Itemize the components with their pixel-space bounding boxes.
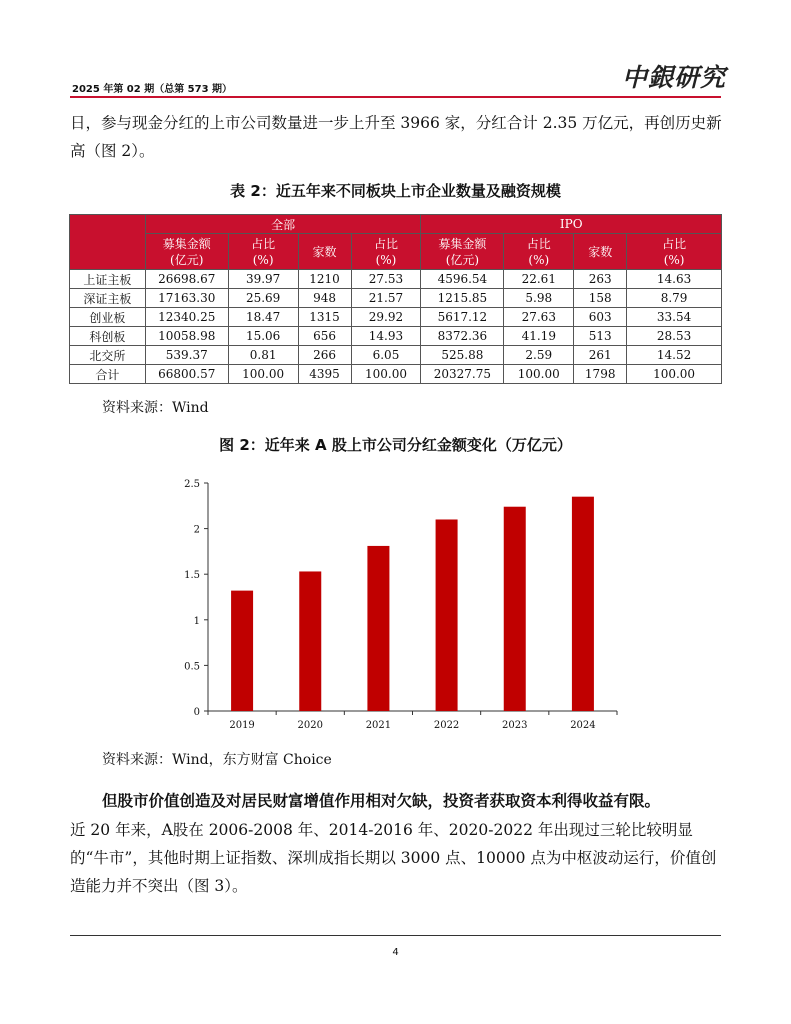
row-label: 科创板 (70, 327, 146, 346)
bar-2024 (572, 497, 594, 711)
table-row (70, 346, 722, 365)
header-count: 家数 (298, 234, 351, 270)
y-tick-label: 1 (193, 615, 200, 627)
table-cell: 1798 (574, 365, 627, 384)
table-cell: 14.63 (627, 270, 722, 289)
table-cell: 5.98 (504, 289, 574, 308)
table-title: 表 2：近五年来不同板块上市企业数量及融资规模 (230, 182, 561, 200)
table-cell: 100.00 (228, 365, 298, 384)
table-cell: 263 (574, 270, 627, 289)
issue-label: 2025 年第 02 期（总第 573 期） (72, 84, 233, 95)
table-cell: 6.05 (351, 346, 421, 365)
table-cell: 1315 (298, 308, 351, 327)
header-amount: 募集金额 (亿元) (145, 234, 228, 270)
x-tick-label: 2019 (229, 720, 255, 731)
table-cell: 100.00 (504, 365, 574, 384)
table-cell: 8372.36 (421, 327, 504, 346)
table-cell: 25.69 (228, 289, 298, 308)
x-tick-label: 2023 (502, 720, 528, 731)
table-cell: 656 (298, 327, 351, 346)
table-cell: 28.53 (627, 327, 722, 346)
bar-2022 (436, 519, 458, 711)
table-cell: 33.54 (627, 308, 722, 327)
paragraph-intro: 日，参与现金分红的上市公司数量进一步上升至 3966 家，分红合计 2.35 万亿元，再创历史新高（图 2）。 (70, 114, 722, 160)
x-tick-label: 2021 (365, 720, 392, 731)
header-group-all: 全部 (145, 215, 421, 234)
y-tick-label: 1.5 (184, 570, 200, 582)
table-cell: 539.37 (145, 346, 228, 365)
header-group-ipo: IPO (421, 215, 722, 234)
table-row (70, 308, 722, 327)
row-label: 合计 (70, 365, 146, 384)
table-cell: 158 (574, 289, 627, 308)
table-header-groups (70, 215, 722, 234)
footer-divider (70, 935, 721, 936)
table-cell: 18.47 (228, 308, 298, 327)
table-cell: 21.57 (351, 289, 421, 308)
dividend-bar-chart (170, 470, 620, 740)
bar-2020 (299, 571, 321, 711)
table-cell: 12340.25 (145, 308, 228, 327)
brand-logo: 中銀研究 (622, 63, 727, 92)
table-cell: 4596.54 (421, 270, 504, 289)
table-cell: 4395 (298, 365, 351, 384)
bar-2019 (231, 591, 253, 711)
table-cell: 1215.85 (421, 289, 504, 308)
header-share: 占比 (%) (504, 234, 574, 270)
table-row (70, 270, 722, 289)
table-row (70, 289, 722, 308)
x-tick-label: 2024 (570, 720, 596, 731)
bar-2023 (504, 507, 526, 711)
row-label: 上证主板 (70, 270, 146, 289)
bar-2021 (367, 546, 389, 711)
table-cell: 525.88 (421, 346, 504, 365)
table-cell: 10058.98 (145, 327, 228, 346)
table-cell: 66800.57 (145, 365, 228, 384)
table-cell: 1210 (298, 270, 351, 289)
header-amount: 募集金额 (亿元) (421, 234, 504, 270)
table-cell: 27.63 (504, 308, 574, 327)
header-count: 家数 (574, 234, 627, 270)
chart-title: 图 2：近年来 A 股上市公司分红金额变化（万亿元） (219, 436, 572, 454)
page-number: 4 (392, 947, 399, 958)
table-cell: 26698.67 (145, 270, 228, 289)
table-cell: 20327.75 (421, 365, 504, 384)
table-cell: 266 (298, 346, 351, 365)
row-label: 北交所 (70, 346, 146, 365)
table-cell: 41.19 (504, 327, 574, 346)
table-cell: 261 (574, 346, 627, 365)
table-cell: 0.81 (228, 346, 298, 365)
table-cell: 2.59 (504, 346, 574, 365)
table-cell: 15.06 (228, 327, 298, 346)
x-tick-label: 2022 (433, 720, 460, 731)
financing-table (69, 214, 722, 384)
row-label: 创业板 (70, 308, 146, 327)
table-cell: 14.52 (627, 346, 722, 365)
table-cell: 513 (574, 327, 627, 346)
table-cell: 17163.30 (145, 289, 228, 308)
table-cell: 8.79 (627, 289, 722, 308)
header-divider (70, 96, 721, 98)
header-share: 占比 (%) (627, 234, 722, 270)
header-share: 占比 (%) (228, 234, 298, 270)
table-cell: 100.00 (627, 365, 722, 384)
paragraph-value-creation: 但股市价值创造及对居民财富增值作用相对欠缺，投资者获取资本利得收益有限。 (102, 792, 661, 810)
table-cell: 100.00 (351, 365, 421, 384)
table-cell: 948 (298, 289, 351, 308)
chart-source: 资料来源：Wind，东方财富 Choice (102, 752, 332, 768)
header-blank (70, 215, 146, 270)
table-row (70, 365, 722, 384)
table-row (70, 327, 722, 346)
x-tick-label: 2020 (297, 720, 323, 731)
table-cell: 603 (574, 308, 627, 327)
table-cell: 29.92 (351, 308, 421, 327)
y-tick-label: 2 (193, 524, 200, 536)
table-header-columns (70, 234, 722, 270)
row-label: 深证主板 (70, 289, 146, 308)
table-cell: 39.97 (228, 270, 298, 289)
paragraph-bull-markets: 近 20 年来，A股在 2006-2008 年、2014-2016 年、2020-2022 年出现过三轮比较明显的“牛市”，其他时期上证指数、深圳成指长期以 3000 点、10000 点为中枢波动运行，价值创造能力并不突出（图 3）。 (70, 821, 717, 895)
y-tick-label: 0 (193, 707, 200, 718)
header-share: 占比 (%) (351, 234, 421, 270)
table-cell: 5617.12 (421, 308, 504, 327)
table-source: 资料来源：Wind (102, 400, 209, 416)
table-cell: 22.61 (504, 270, 574, 289)
table-cell: 14.93 (351, 327, 421, 346)
table-cell: 27.53 (351, 270, 421, 289)
y-tick-label: 0.5 (184, 661, 200, 673)
y-tick-label: 2.5 (184, 479, 200, 490)
